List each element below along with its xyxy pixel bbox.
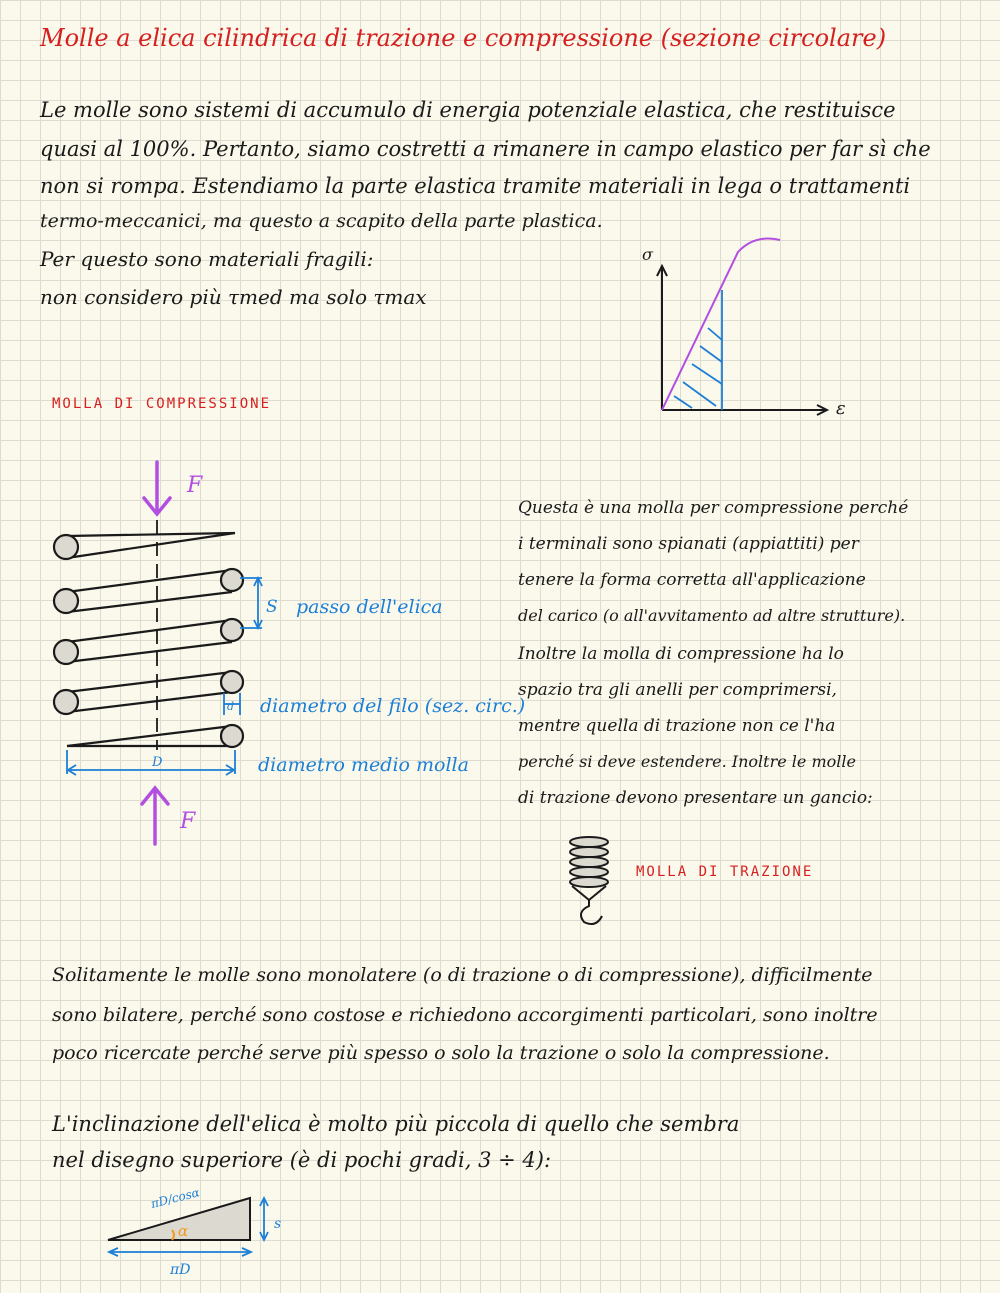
- stress-strain-graph: [620, 230, 860, 430]
- paragraph-line: sono bilatere, perché sono costose e richiedono accorgimenti particolari, sono inoltre: [52, 1004, 878, 1026]
- pitch-label: passo dell'elica: [296, 596, 443, 618]
- intro-line: quasi al 100%. Pertanto, siamo costretti a rimanere in campo elastico per far sì che: [40, 137, 931, 161]
- intro-line: Le molle sono sistemi di accumulo di energia potenziale elastica, che restituisce: [40, 98, 896, 122]
- graph-x-label: ε: [836, 398, 846, 419]
- helix-triangle-diagram: [100, 1185, 300, 1282]
- mean-diameter-dimension: [67, 750, 235, 775]
- mean-diameter-symbol: D: [152, 755, 163, 770]
- explanation-line: tenere la forma corretta all'applicazione: [518, 570, 866, 590]
- explanation-line: mentre quella di trazione non ce l'ha: [518, 716, 836, 736]
- force-label-top: F: [187, 473, 203, 498]
- base-dimension: [109, 1248, 251, 1256]
- side-dimension: [260, 1198, 268, 1240]
- pitch-dimension: [240, 578, 262, 628]
- intro-line: termo-meccanici, ma questo a scapito della parte plastica.: [40, 210, 603, 232]
- graph-axes: [657, 266, 827, 415]
- wire-label: diametro del filo (sez. circ.): [260, 695, 526, 717]
- force-arrow-top: [144, 462, 170, 514]
- paragraph-line: poco ricercate perché serve più spesso o solo la trazione o solo la compressione.: [52, 1042, 830, 1064]
- paragraph-line: nel disegno superiore (è di pochi gradi, 3 ÷ 4):: [52, 1148, 552, 1172]
- traction-heading: MOLLA DI TRAZIONE: [636, 864, 814, 880]
- hypotenuse-label: πD/cosα: [149, 1185, 202, 1211]
- force-label-bottom: F: [180, 809, 196, 834]
- spring-coils: [67, 533, 235, 746]
- angle-label: α: [178, 1222, 189, 1240]
- compression-heading: MOLLA DI COMPRESSIONE: [52, 396, 272, 412]
- wire-symbol: d: [227, 700, 235, 713]
- explanation-line: Questa è una molla per compressione perché: [518, 498, 909, 518]
- intro-line: non si rompa. Estendiamo la parte elastica tramite materiali in lega o trattamenti: [40, 174, 911, 198]
- intro-line: Per questo sono materiali fragili:: [40, 247, 374, 271]
- paragraph-line: L'inclinazione dell'elica è molto più piccola di quello che sembra: [52, 1112, 740, 1136]
- side-label: s: [274, 1216, 282, 1232]
- explanation-line: i terminali sono spianati (appiattiti) per: [518, 534, 859, 554]
- mean-diameter-label: diametro medio molla: [258, 754, 469, 776]
- page-title: Molle a elica cilindrica di trazione e compressione (sezione circolare): [40, 24, 887, 52]
- explanation-line: di trazione devono presentare un gancio:: [518, 788, 873, 808]
- traction-spring-sketch: [560, 834, 620, 930]
- explanation-line: del carico (o all'avvitamento ad altre strutture).: [518, 606, 906, 625]
- explanation-line: Inoltre la molla di compressione ha lo: [518, 644, 844, 664]
- explanation-line: perché si deve estendere. Inoltre le molle: [518, 752, 856, 771]
- paragraph-line: Solitamente le molle sono monolatere (o di trazione o di compressione), difficilmente: [52, 964, 873, 986]
- compression-spring-diagram: [40, 450, 526, 860]
- graph-y-label: σ: [642, 245, 653, 264]
- intro-line: non considero più τmed ma solo τmax: [40, 285, 427, 309]
- explanation-line: spazio tra gli anelli per comprimersi,: [518, 680, 837, 700]
- pitch-symbol: S: [266, 597, 278, 617]
- force-arrow-bottom: [142, 788, 168, 844]
- elastic-area-hatch: [674, 290, 722, 410]
- base-label: πD: [170, 1262, 191, 1278]
